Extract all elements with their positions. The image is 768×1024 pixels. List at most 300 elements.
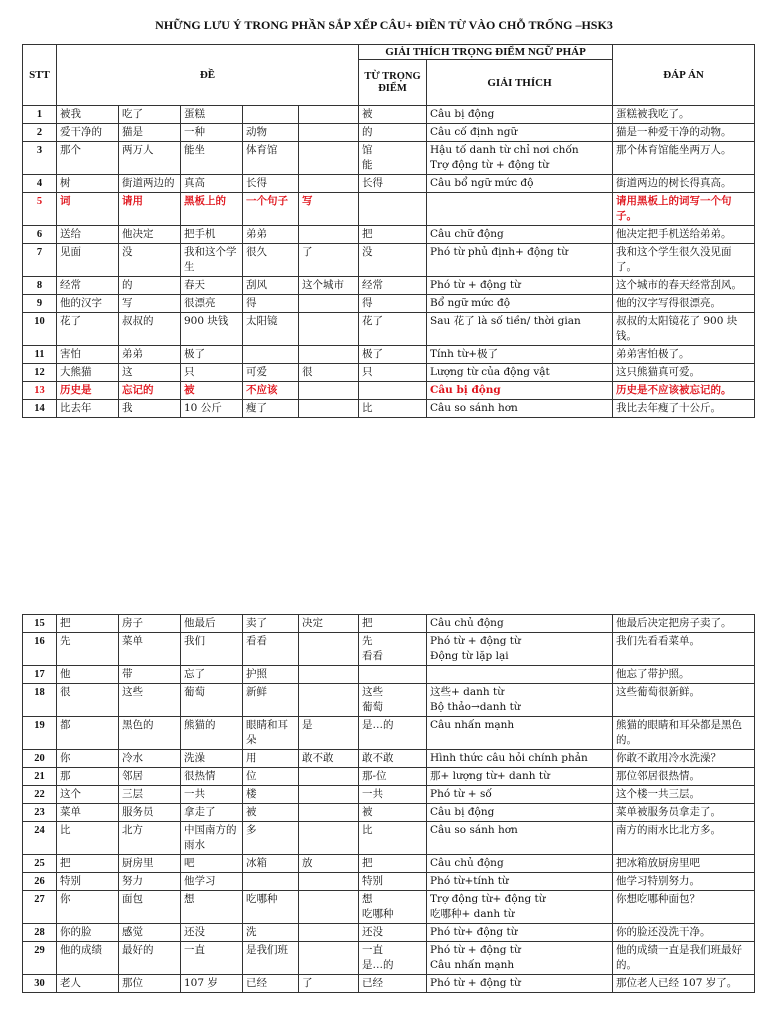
- explanation-cell: Phó từ + động từ: [427, 277, 613, 295]
- word-cell: 多: [243, 822, 299, 855]
- key-word-cell: 比: [359, 400, 427, 418]
- key-word-cell: 把: [359, 855, 427, 873]
- word-cell: 护照: [243, 666, 299, 684]
- word-cell: 蛋糕: [181, 106, 243, 124]
- word-cell: 长得: [243, 175, 299, 193]
- word-cell: [243, 346, 299, 364]
- key-word-cell: 得: [359, 295, 427, 313]
- answer-cell: 他学习特别努力。: [613, 873, 755, 891]
- word-cell: 可爱: [243, 364, 299, 382]
- answer-cell: 我们先看看菜单。: [613, 633, 755, 666]
- word-cell: 拿走了: [181, 804, 243, 822]
- word-cell: 春天: [181, 277, 243, 295]
- word-cell: 还没: [181, 924, 243, 942]
- stt-cell: 5: [23, 193, 57, 226]
- word-cell: 刮风: [243, 277, 299, 295]
- answer-cell: 历史是不应该被忘记的。: [613, 382, 755, 400]
- explanation-cell: 那+ lượng từ+ danh từ: [427, 768, 613, 786]
- word-cell: 害怕: [57, 346, 119, 364]
- word-cell: 已经: [243, 975, 299, 993]
- word-cell: [299, 124, 359, 142]
- stt-cell: 13: [23, 382, 57, 400]
- word-cell: 一种: [181, 124, 243, 142]
- key-word-cell: 馆 能: [359, 142, 427, 175]
- word-cell: 都: [57, 717, 119, 750]
- word-cell: 菜单: [57, 804, 119, 822]
- answer-cell: 那个体育馆能坐两万人。: [613, 142, 755, 175]
- word-cell: 中国南方的雨水: [181, 822, 243, 855]
- word-cell: 树: [57, 175, 119, 193]
- answer-cell: 菜单被服务员拿走了。: [613, 804, 755, 822]
- word-cell: 我们: [181, 633, 243, 666]
- answer-cell: 他的汉字写得很漂亮。: [613, 295, 755, 313]
- answer-cell: 街道两边的树长得真高。: [613, 175, 755, 193]
- word-cell: 是我们班: [243, 942, 299, 975]
- word-cell: 你: [57, 891, 119, 924]
- word-cell: 比: [57, 822, 119, 855]
- key-word-cell: 那-位: [359, 768, 427, 786]
- word-cell: 冷水: [119, 750, 181, 768]
- word-cell: 那位: [119, 975, 181, 993]
- explanation-cell: Câu so sánh hơn: [427, 400, 613, 418]
- word-cell: 你: [57, 750, 119, 768]
- key-word-cell: 是…的: [359, 717, 427, 750]
- word-cell: 只: [181, 364, 243, 382]
- word-cell: 忘了: [181, 666, 243, 684]
- key-word-cell: 极了: [359, 346, 427, 364]
- explanation-cell: Lượng từ của động vật: [427, 364, 613, 382]
- table-row: [23, 615, 755, 633]
- word-cell: 把: [57, 855, 119, 873]
- answer-cell: 叔叔的太阳镜花了 900 块钱。: [613, 313, 755, 346]
- word-cell: 洗澡: [181, 750, 243, 768]
- table-row: [23, 942, 755, 975]
- word-cell: [299, 666, 359, 684]
- page-title: NHỮNG LƯU Ý TRONG PHẦN SẮP XẾP CÂU+ ĐIỀN TỪ VÀO CHỖ TRỐNG –HSK3: [155, 18, 613, 32]
- grammar-table-2: [22, 614, 755, 993]
- stt-cell: 18: [23, 684, 57, 717]
- explanation-cell: Câu cố định ngữ: [427, 124, 613, 142]
- answer-cell: 这个城市的春天经常刮风。: [613, 277, 755, 295]
- stt-cell: 8: [23, 277, 57, 295]
- stt-cell: 16: [23, 633, 57, 666]
- word-cell: 把: [57, 615, 119, 633]
- key-word-cell: 想 吃哪种: [359, 891, 427, 924]
- word-cell: 大熊猫: [57, 364, 119, 382]
- word-cell: 请用: [119, 193, 181, 226]
- answer-cell: 那位邻居很热情。: [613, 768, 755, 786]
- table-row: [23, 633, 755, 666]
- table-row: [23, 873, 755, 891]
- word-cell: 决定: [299, 615, 359, 633]
- explanation-cell: Câu chủ động: [427, 855, 613, 873]
- word-cell: 了: [299, 244, 359, 277]
- key-word-cell: 已经: [359, 975, 427, 993]
- answer-cell: 这只熊猫真可爱。: [613, 364, 755, 382]
- word-cell: 叔叔的: [119, 313, 181, 346]
- explanation-cell: Trợ động từ+ động từ 吃哪种+ danh từ: [427, 891, 613, 924]
- explanation-cell: Phó từ phủ định+ động từ: [427, 244, 613, 277]
- table-row: [23, 295, 755, 313]
- key-word-cell: 先 看看: [359, 633, 427, 666]
- header-grammar-group: GIẢI THÍCH TRỌNG ĐIỂM NGỮ PHÁP: [359, 45, 613, 60]
- word-cell: [299, 226, 359, 244]
- word-cell: 他的成绩: [57, 942, 119, 975]
- stt-cell: 1: [23, 106, 57, 124]
- answer-cell: 他的成绩一直是我们班最好的。: [613, 942, 755, 975]
- word-cell: 被: [181, 382, 243, 400]
- word-cell: 花了: [57, 313, 119, 346]
- word-cell: 忘记的: [119, 382, 181, 400]
- word-cell: [299, 400, 359, 418]
- answer-cell: 他最后决定把房子卖了。: [613, 615, 755, 633]
- stt-cell: 17: [23, 666, 57, 684]
- key-word-cell: 没: [359, 244, 427, 277]
- word-cell: 房子: [119, 615, 181, 633]
- word-cell: 送给: [57, 226, 119, 244]
- word-cell: 努力: [119, 873, 181, 891]
- stt-cell: 9: [23, 295, 57, 313]
- stt-cell: 21: [23, 768, 57, 786]
- word-cell: 弟弟: [119, 346, 181, 364]
- answer-cell: 你的脸还没洗干净。: [613, 924, 755, 942]
- key-word-cell: 花了: [359, 313, 427, 346]
- answer-cell: 你想吃哪种面包？: [613, 891, 755, 924]
- word-cell: 我和这个学生: [181, 244, 243, 277]
- word-cell: 特别: [57, 873, 119, 891]
- answer-cell: 猫是一种爱干净的动物。: [613, 124, 755, 142]
- table-row: [23, 346, 755, 364]
- stt-cell: 14: [23, 400, 57, 418]
- stt-cell: 29: [23, 942, 57, 975]
- stt-cell: 22: [23, 786, 57, 804]
- header-de: ĐỀ: [57, 45, 359, 106]
- word-cell: 一直: [181, 942, 243, 975]
- word-cell: 猫是: [119, 124, 181, 142]
- word-cell: 葡萄: [181, 684, 243, 717]
- explanation-cell: Câu bổ ngữ mức độ: [427, 175, 613, 193]
- word-cell: 能坐: [181, 142, 243, 175]
- word-cell: 的: [119, 277, 181, 295]
- stt-cell: 20: [23, 750, 57, 768]
- word-cell: [299, 175, 359, 193]
- stt-cell: 11: [23, 346, 57, 364]
- key-word-cell: 敢不敢: [359, 750, 427, 768]
- table-row: [23, 400, 755, 418]
- word-cell: 眼睛和耳朵: [243, 717, 299, 750]
- table-row: [23, 175, 755, 193]
- word-cell: 很漂亮: [181, 295, 243, 313]
- word-cell: 动物: [243, 124, 299, 142]
- word-cell: 黑色的: [119, 717, 181, 750]
- table-row: [23, 855, 755, 873]
- key-word-cell: [359, 666, 427, 684]
- word-cell: 那: [57, 768, 119, 786]
- word-cell: 他决定: [119, 226, 181, 244]
- answer-cell: 他忘了带护照。: [613, 666, 755, 684]
- word-cell: 想: [181, 891, 243, 924]
- stt-cell: 26: [23, 873, 57, 891]
- table-row: [23, 142, 755, 175]
- answer-cell: 弟弟害怕极了。: [613, 346, 755, 364]
- explanation-cell: Câu so sánh hơn: [427, 822, 613, 855]
- word-cell: 这个: [57, 786, 119, 804]
- header-giai-thich: GIẢI THÍCH: [427, 60, 613, 106]
- word-cell: 他: [57, 666, 119, 684]
- explanation-cell: Phó từ + động từ Câu nhấn mạnh: [427, 942, 613, 975]
- word-cell: 服务员: [119, 804, 181, 822]
- key-word-cell: 一直 是…的: [359, 942, 427, 975]
- stt-cell: 25: [23, 855, 57, 873]
- word-cell: 最好的: [119, 942, 181, 975]
- answer-cell: 熊猫的眼睛和耳朵都是黑色的。: [613, 717, 755, 750]
- word-cell: 经常: [57, 277, 119, 295]
- word-cell: [299, 684, 359, 717]
- word-cell: [299, 768, 359, 786]
- stt-cell: 27: [23, 891, 57, 924]
- word-cell: [299, 313, 359, 346]
- key-word-cell: 比: [359, 822, 427, 855]
- word-cell: 北方: [119, 822, 181, 855]
- key-word-cell: 被: [359, 106, 427, 124]
- word-cell: 敢不敢: [299, 750, 359, 768]
- explanation-cell: Bổ ngữ mức độ: [427, 295, 613, 313]
- table-row: [23, 750, 755, 768]
- word-cell: [299, 942, 359, 975]
- explanation-cell: Tính từ+极了: [427, 346, 613, 364]
- word-cell: 这些: [119, 684, 181, 717]
- word-cell: 菜单: [119, 633, 181, 666]
- explanation-cell: Phó từ + số: [427, 786, 613, 804]
- table-row: [23, 193, 755, 226]
- answer-cell: 请用黑板上的词写一个句子。: [613, 193, 755, 226]
- word-cell: 历史是: [57, 382, 119, 400]
- explanation-cell: Hậu tố danh từ chỉ nơi chốn Trợ động từ + động từ: [427, 142, 613, 175]
- word-cell: 爱干净的: [57, 124, 119, 142]
- word-cell: 两万人: [119, 142, 181, 175]
- word-cell: 一个句子: [243, 193, 299, 226]
- word-cell: 三层: [119, 786, 181, 804]
- stt-cell: 23: [23, 804, 57, 822]
- answer-cell: 这个楼一共三层。: [613, 786, 755, 804]
- word-cell: 冰箱: [243, 855, 299, 873]
- table-row: [23, 786, 755, 804]
- key-word-cell: 被: [359, 804, 427, 822]
- word-cell: 看看: [243, 633, 299, 666]
- table-row: [23, 717, 755, 750]
- word-cell: 了: [299, 975, 359, 993]
- word-cell: [299, 924, 359, 942]
- word-cell: 很: [299, 364, 359, 382]
- answer-cell: 那位老人已经 107 岁了。: [613, 975, 755, 993]
- stt-cell: 6: [23, 226, 57, 244]
- word-cell: [299, 346, 359, 364]
- key-word-cell: 经常: [359, 277, 427, 295]
- grammar-table-1: [22, 44, 755, 418]
- stt-cell: 30: [23, 975, 57, 993]
- word-cell: 先: [57, 633, 119, 666]
- explanation-cell: Phó từ+ động từ: [427, 924, 613, 942]
- word-cell: 街道两边的: [119, 175, 181, 193]
- key-word-cell: [359, 193, 427, 226]
- table-1-body: [23, 106, 755, 418]
- word-cell: 弟弟: [243, 226, 299, 244]
- header-tu-trong-diem: TỪ TRỌNG ĐIỂM: [359, 60, 427, 106]
- table-row: [23, 924, 755, 942]
- stt-cell: 7: [23, 244, 57, 277]
- stt-cell: 28: [23, 924, 57, 942]
- word-cell: 被: [243, 804, 299, 822]
- table-row: [23, 364, 755, 382]
- explanation-cell: [427, 193, 613, 226]
- word-cell: [299, 633, 359, 666]
- word-cell: 用: [243, 750, 299, 768]
- word-cell: [243, 106, 299, 124]
- stt-cell: 10: [23, 313, 57, 346]
- word-cell: 带: [119, 666, 181, 684]
- word-cell: 新鲜: [243, 684, 299, 717]
- key-word-cell: 一共: [359, 786, 427, 804]
- explanation-cell: [427, 666, 613, 684]
- key-word-cell: 只: [359, 364, 427, 382]
- table-row: [23, 666, 755, 684]
- word-cell: 洗: [243, 924, 299, 942]
- word-cell: 厨房里: [119, 855, 181, 873]
- explanation-cell: Phó từ+tính từ: [427, 873, 613, 891]
- table-row: [23, 382, 755, 400]
- key-word-cell: 把: [359, 615, 427, 633]
- word-cell: 很久: [243, 244, 299, 277]
- word-cell: 感觉: [119, 924, 181, 942]
- explanation-cell: Câu bị động: [427, 382, 613, 400]
- answer-cell: 我和这个学生很久没见面了。: [613, 244, 755, 277]
- explanation-cell: Sau 花了 là số tiền/ thời gian: [427, 313, 613, 346]
- table-row: [23, 804, 755, 822]
- table-row: [23, 124, 755, 142]
- stt-cell: 19: [23, 717, 57, 750]
- word-cell: 是: [299, 717, 359, 750]
- word-cell: 很: [57, 684, 119, 717]
- word-cell: 放: [299, 855, 359, 873]
- word-cell: 一共: [181, 786, 243, 804]
- key-word-cell: 长得: [359, 175, 427, 193]
- answer-cell: 把冰箱放厨房里吧: [613, 855, 755, 873]
- word-cell: 那个: [57, 142, 119, 175]
- key-word-cell: 特别: [359, 873, 427, 891]
- table-row: [23, 891, 755, 924]
- table-row: [23, 975, 755, 993]
- answer-cell: 他决定把手机送给弟弟。: [613, 226, 755, 244]
- answer-cell: 我比去年瘦了十公斤。: [613, 400, 755, 418]
- word-cell: 得: [243, 295, 299, 313]
- explanation-cell: Phó từ + động từ: [427, 975, 613, 993]
- word-cell: 面包: [119, 891, 181, 924]
- word-cell: 瘦了: [243, 400, 299, 418]
- answer-cell: 蛋糕被我吃了。: [613, 106, 755, 124]
- word-cell: 真高: [181, 175, 243, 193]
- word-cell: 不应该: [243, 382, 299, 400]
- answer-cell: 你敢不敢用冷水洗澡？: [613, 750, 755, 768]
- word-cell: 很热情: [181, 768, 243, 786]
- word-cell: [299, 295, 359, 313]
- word-cell: 太阳镜: [243, 313, 299, 346]
- word-cell: 熊猫的: [181, 717, 243, 750]
- table-row: [23, 277, 755, 295]
- explanation-cell: Hình thức câu hỏi chính phản: [427, 750, 613, 768]
- table-row: [23, 313, 755, 346]
- word-cell: 吧: [181, 855, 243, 873]
- key-word-cell: 这些 葡萄: [359, 684, 427, 717]
- word-cell: 体育馆: [243, 142, 299, 175]
- key-word-cell: 还没: [359, 924, 427, 942]
- header-dap-an: ĐÁP ÁN: [613, 45, 755, 106]
- stt-cell: 24: [23, 822, 57, 855]
- stt-cell: 3: [23, 142, 57, 175]
- explanation-cell: Câu chữ động: [427, 226, 613, 244]
- word-cell: 900 块钱: [181, 313, 243, 346]
- table-row: [23, 244, 755, 277]
- explanation-cell: Câu chủ động: [427, 615, 613, 633]
- word-cell: [299, 106, 359, 124]
- explanation-cell: Câu bị động: [427, 106, 613, 124]
- word-cell: 被我: [57, 106, 119, 124]
- stt-cell: 12: [23, 364, 57, 382]
- table-2-body: [23, 615, 755, 993]
- word-cell: [299, 804, 359, 822]
- word-cell: 极了: [181, 346, 243, 364]
- word-cell: 比去年: [57, 400, 119, 418]
- word-cell: 我: [119, 400, 181, 418]
- word-cell: 老人: [57, 975, 119, 993]
- word-cell: 没: [119, 244, 181, 277]
- word-cell: 词: [57, 193, 119, 226]
- word-cell: 他的汉字: [57, 295, 119, 313]
- word-cell: 卖了: [243, 615, 299, 633]
- answer-cell: 这些葡萄很新鲜。: [613, 684, 755, 717]
- key-word-cell: 把: [359, 226, 427, 244]
- stt-cell: 4: [23, 175, 57, 193]
- word-cell: 邻居: [119, 768, 181, 786]
- word-cell: 吃了: [119, 106, 181, 124]
- explanation-cell: Câu bị động: [427, 804, 613, 822]
- stt-cell: 15: [23, 615, 57, 633]
- word-cell: 写: [119, 295, 181, 313]
- word-cell: 把手机: [181, 226, 243, 244]
- table-row: [23, 822, 755, 855]
- word-cell: [243, 873, 299, 891]
- word-cell: 这个城市: [299, 277, 359, 295]
- word-cell: [299, 382, 359, 400]
- word-cell: 写: [299, 193, 359, 226]
- word-cell: 他学习: [181, 873, 243, 891]
- word-cell: [299, 142, 359, 175]
- explanation-cell: Phó từ + động từ Động từ lặp lại: [427, 633, 613, 666]
- header-stt: STT: [23, 45, 57, 106]
- word-cell: 位: [243, 768, 299, 786]
- table-row: [23, 226, 755, 244]
- word-cell: 楼: [243, 786, 299, 804]
- explanation-cell: Câu nhấn mạnh: [427, 717, 613, 750]
- stt-cell: 2: [23, 124, 57, 142]
- key-word-cell: [359, 382, 427, 400]
- table-row: [23, 106, 755, 124]
- answer-cell: 南方的雨水比北方多。: [613, 822, 755, 855]
- word-cell: 他最后: [181, 615, 243, 633]
- word-cell: [299, 786, 359, 804]
- word-cell: 见面: [57, 244, 119, 277]
- table-row: [23, 684, 755, 717]
- table-row: [23, 768, 755, 786]
